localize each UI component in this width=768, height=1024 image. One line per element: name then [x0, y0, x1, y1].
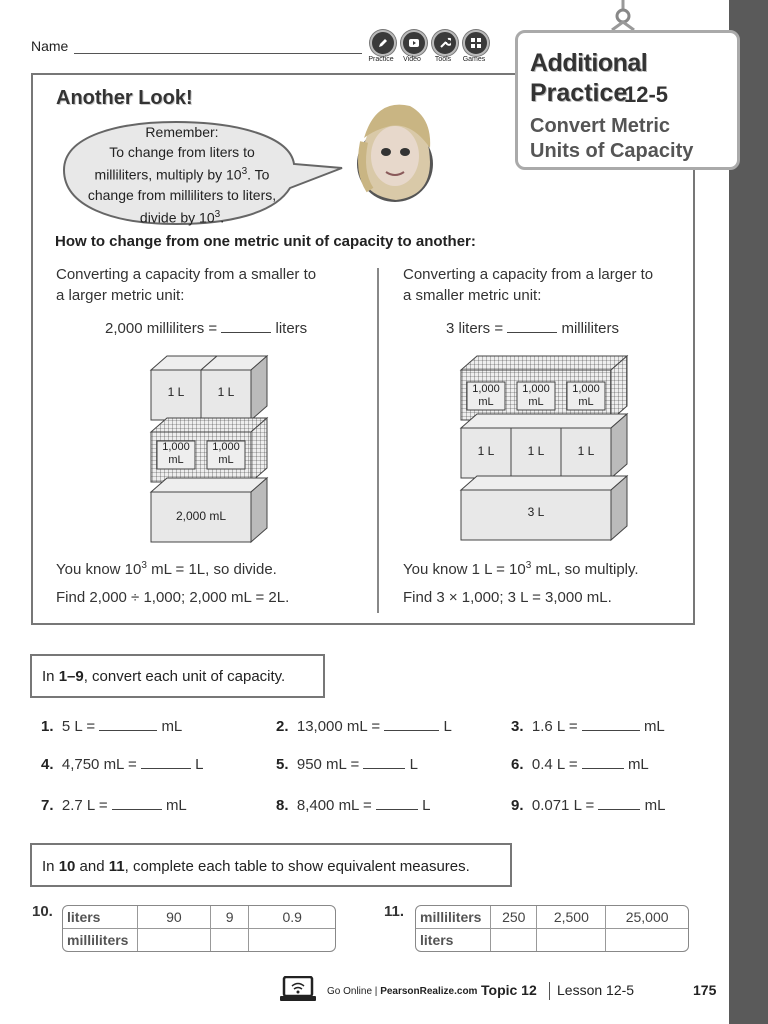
title-line-2: Practice: [530, 79, 628, 107]
problem-text: 13,000 mL =: [296, 718, 381, 735]
remember-exp-2: 3: [214, 208, 221, 220]
remember-line-3b: . To: [247, 166, 270, 183]
instr2-num10: 10: [58, 858, 76, 875]
right-grid-2-value: 1,000: [522, 383, 550, 395]
problem-unit: L: [195, 756, 204, 773]
problem-unit: mL: [644, 797, 666, 814]
table-row: [63, 929, 335, 951]
remember-line-2: To change from liters to: [109, 144, 255, 160]
tools-label: Tools: [434, 56, 452, 63]
table-row: [416, 906, 688, 929]
problem-1: [41, 718, 182, 735]
left-equation-unit: liters: [275, 320, 308, 337]
table-row: [416, 929, 688, 951]
game-controller-icon: [463, 30, 489, 56]
instr1-range: 1–9: [58, 668, 84, 685]
wrench-icon: [432, 30, 458, 56]
column-divider: [377, 268, 379, 613]
answer-blank[interactable]: [582, 768, 624, 769]
right-know: [403, 555, 639, 580]
video-label: Video: [403, 56, 421, 63]
right-grid-3-unit: mL: [578, 396, 594, 408]
answer-blank[interactable]: [598, 809, 640, 810]
table-row-label: liters: [63, 906, 138, 929]
problem-unit: L: [443, 718, 452, 735]
remember-line-4: change from milliliters to liters,: [87, 186, 277, 203]
right-grid-1-label: [467, 383, 505, 409]
left-intro-line-1: Converting a capacity from a smaller to: [56, 266, 317, 283]
tools-button[interactable]: [431, 30, 460, 63]
right-grid-1-value: 1,000: [472, 383, 500, 395]
right-equation-unit: milliliters: [561, 320, 619, 337]
problem-unit: mL: [165, 797, 187, 814]
another-look-heading: Another Look!: [56, 87, 193, 109]
instr1-a: In: [42, 668, 59, 685]
problem-number: 1.: [41, 718, 54, 735]
laptop-icon: [280, 976, 318, 1002]
video-button[interactable]: [400, 30, 429, 63]
footer-topic: Topic 12: [481, 982, 537, 998]
problem-text: 0.4 L =: [531, 756, 578, 773]
left-top-block-2-label: 1 L: [217, 385, 235, 399]
instr2-e: , complete each table to show equivalent measures.: [124, 858, 470, 875]
remember-line-5a: divide by 10: [139, 209, 215, 226]
problem-text: 5 L =: [61, 718, 96, 735]
character-avatar: [350, 92, 440, 208]
left-intro-line-2: a larger metric unit:: [56, 287, 185, 304]
left-find: Find 2,000 ÷ 1,000; 2,000 mL = 2L.: [56, 589, 290, 606]
problem-3: [511, 718, 665, 735]
instr2-a: In: [42, 858, 59, 875]
instr1-c: , convert each unit of capacity.: [83, 668, 286, 685]
problem-8: [276, 797, 430, 814]
practice-label: Practice: [368, 56, 394, 63]
go-online-text: Go Online | PearsonRealize.com: [327, 986, 478, 997]
answer-blank[interactable]: [363, 768, 405, 769]
problem-number: 2.: [276, 718, 289, 735]
problem-number: 4.: [41, 756, 54, 773]
left-know-b: mL = 1L, so divide.: [146, 561, 277, 578]
lesson-subtitle: [530, 114, 693, 164]
problem-unit: mL: [627, 756, 649, 773]
problem-11-number: 11.: [384, 903, 405, 920]
table-11: [415, 905, 689, 952]
section1-instruction: [30, 654, 325, 698]
right-intro-line-1: Converting a capacity from a larger to: [403, 266, 654, 283]
problem-5: [276, 756, 418, 773]
lesson-number: 12-5: [624, 82, 669, 107]
problem-7: [41, 797, 187, 814]
right-know-b: mL, so multiply.: [531, 561, 639, 578]
how-to-heading: How to change from one metric unit of capacity to another:: [55, 233, 476, 250]
right-mid-block-2-label: 1 L: [527, 444, 545, 458]
left-grid-1-value: 1,000: [162, 441, 190, 453]
problem-text: 8,400 mL =: [296, 797, 372, 814]
right-equation-blank: [507, 332, 557, 333]
answer-cell[interactable]: [491, 929, 537, 951]
table-cell: 9: [211, 906, 250, 929]
remember-line-3: [72, 162, 292, 185]
right-grid-2-label: [517, 383, 555, 409]
table-row: [63, 906, 335, 929]
right-know-a: You know 1 L = 10: [403, 561, 526, 578]
answer-blank[interactable]: [376, 809, 418, 810]
right-intro-line-2: a smaller metric unit:: [403, 287, 542, 304]
right-find: Find 3 × 1,000; 3 L = 3,000 mL.: [403, 589, 612, 606]
lesson-title-card: [515, 30, 740, 170]
remember-line-1: Remember:: [145, 124, 219, 140]
table-row-label: liters: [416, 929, 491, 951]
remember-line-5b: .: [220, 209, 225, 226]
problem-number: 8.: [276, 797, 289, 814]
remember-line-3a: milliliters, multiply by 10: [94, 166, 242, 183]
left-grid-2-unit: mL: [218, 454, 234, 466]
problem-number: 9.: [511, 797, 524, 814]
problem-9: [511, 797, 665, 814]
games-label: Games: [462, 56, 486, 63]
practice-button[interactable]: [369, 30, 398, 63]
title-line-1: Additional: [530, 49, 648, 77]
instr2-c: and: [75, 858, 109, 875]
remember-line-5: [72, 205, 292, 228]
table-10: [62, 905, 336, 952]
right-intro: [403, 264, 653, 306]
remember-exp-1: 3: [241, 166, 248, 177]
answer-blank[interactable]: [141, 768, 191, 769]
problem-text: 950 mL =: [296, 756, 360, 773]
left-top-block-1-label: 1 L: [167, 385, 185, 399]
table-cell: 25,000: [606, 906, 688, 929]
right-grid-3-label: [567, 383, 605, 409]
left-grid-2-label: [207, 441, 245, 467]
answer-blank[interactable]: [384, 730, 439, 731]
left-equation-text: 2,000 milliliters =: [105, 320, 218, 337]
pencil-icon: [370, 30, 396, 56]
table-row-label: milliliters: [63, 929, 138, 951]
table-cell: 250: [491, 906, 537, 929]
right-mid-block-1-label: 1 L: [477, 444, 495, 458]
section2-instruction: [30, 843, 512, 887]
subtitle-line-2: Units of Capacity: [530, 140, 694, 162]
problem-number: 6.: [511, 756, 524, 773]
left-grid-2-value: 1,000: [212, 441, 240, 453]
table-row-label: milliliters: [416, 906, 491, 929]
left-equation: [105, 320, 307, 337]
right-equation-text: 3 liters =: [446, 320, 504, 337]
answer-blank[interactable]: [582, 730, 640, 731]
answer-cell[interactable]: [249, 929, 335, 951]
problem-text: 4,750 mL =: [61, 756, 137, 773]
pearson-realize-link[interactable]: PearsonRealize.com: [380, 986, 478, 997]
answer-blank[interactable]: [112, 809, 162, 810]
left-intro: [56, 264, 316, 306]
go-online-label: Go Online: [327, 986, 373, 997]
left-know-exp: 3: [141, 560, 147, 571]
left-bottom-block-label: 2,000 mL: [175, 509, 227, 523]
answer-blank[interactable]: [99, 730, 157, 731]
instr2-num11: 11: [108, 858, 125, 875]
answer-cell[interactable]: [537, 929, 606, 951]
remember-note: [72, 122, 292, 227]
problem-unit: L: [409, 756, 418, 773]
left-grid-1-unit: mL: [168, 454, 184, 466]
answer-cell[interactable]: [606, 929, 688, 951]
problem-text: 0.071 L =: [531, 797, 595, 814]
table-cell: 2,500: [537, 906, 606, 929]
page-number: 175: [693, 982, 717, 998]
name-label: Name: [31, 38, 69, 54]
left-know: [56, 555, 277, 580]
left-know-a: You know 10: [56, 561, 142, 578]
right-bottom-block-label: 3 L: [527, 505, 545, 519]
problem-4: [41, 756, 203, 773]
table-cell: 0.9: [249, 906, 335, 929]
problem-unit: L: [422, 797, 431, 814]
right-grid-2-unit: mL: [528, 396, 544, 408]
play-icon: [401, 30, 427, 56]
right-equation: [446, 320, 619, 337]
right-mid-block-3-label: 1 L: [577, 444, 595, 458]
games-button[interactable]: [462, 30, 491, 63]
problem-6: [511, 756, 649, 773]
problem-2: [276, 718, 452, 735]
problem-text: 1.6 L =: [531, 718, 578, 735]
problem-unit: mL: [161, 718, 183, 735]
answer-cell[interactable]: [138, 929, 211, 951]
footer-lesson: Lesson 12-5: [557, 982, 635, 998]
table-cell: 90: [138, 906, 211, 929]
problem-text: 2.7 L =: [61, 797, 108, 814]
problem-number: 7.: [41, 797, 54, 814]
footer-divider: [549, 982, 550, 1000]
problem-unit: mL: [643, 718, 665, 735]
answer-cell[interactable]: [211, 929, 250, 951]
right-grid-1-unit: mL: [478, 396, 494, 408]
problem-10-number: 10.: [32, 903, 53, 920]
subtitle-line-1: Convert Metric: [530, 115, 671, 137]
left-grid-1-label: [157, 441, 195, 467]
left-equation-blank: [221, 332, 271, 333]
right-know-exp: 3: [525, 560, 532, 571]
right-grid-3-value: 1,000: [572, 383, 600, 395]
problem-number: 3.: [511, 718, 524, 735]
problem-number: 5.: [276, 756, 289, 773]
name-field[interactable]: [74, 53, 362, 54]
